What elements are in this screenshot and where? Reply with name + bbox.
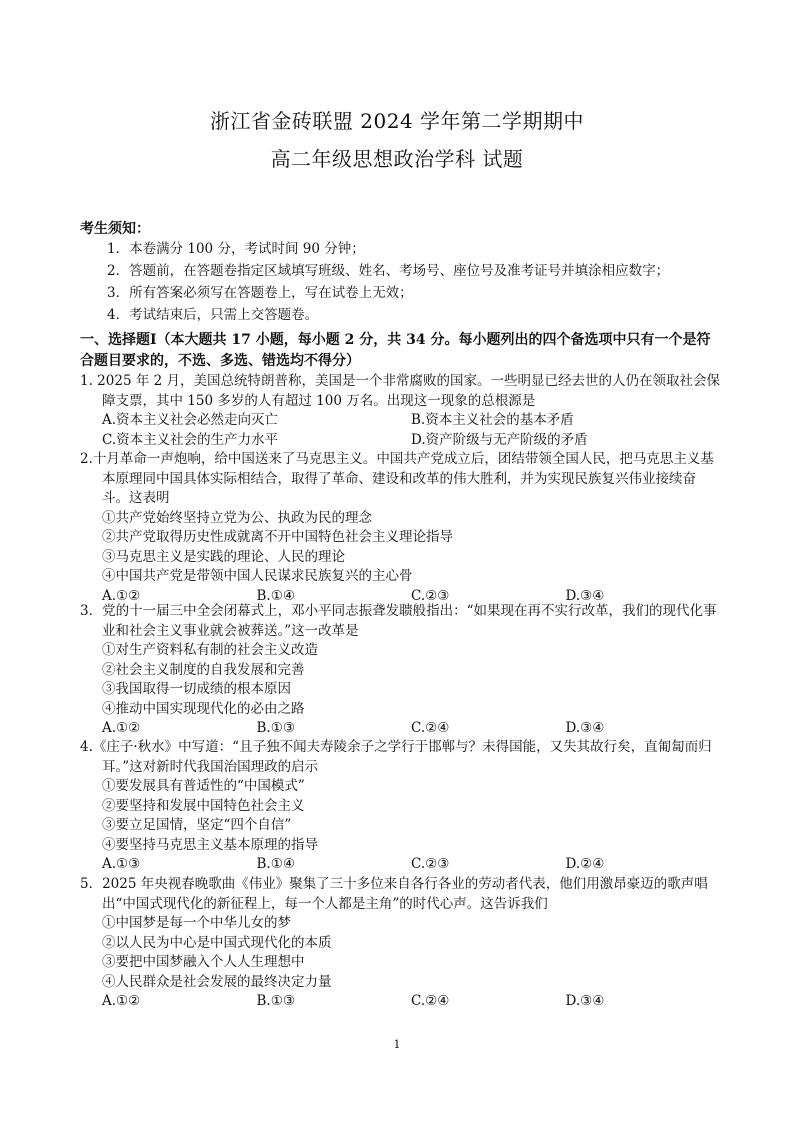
option-a: A.①② — [102, 587, 141, 604]
notice-list — [107, 238, 669, 326]
notice-item: 1．本卷满分 100 分，考试时间 90 分钟； — [107, 241, 365, 257]
question-2 — [80, 450, 720, 606]
option-d: D.③④ — [565, 720, 605, 736]
statement: ④要坚持马克思主义基本原理的指导 — [102, 836, 318, 853]
notice-item: 4．考试结束后，只需上交答题卷。 — [107, 307, 319, 323]
statement: ③要立足国情，坚定“四个自信” — [102, 817, 292, 833]
option-a: A.①② — [102, 993, 141, 1009]
option-c: C.②③ — [411, 587, 450, 604]
question-stem: 2.十月革命一声炮响，给中国送来了马克思主义。中国共产党成立后，团结带领全国人民，把马克思主义基本原理同中国具体实际相结合，取得了革命、建设和改革的伟大胜利，并为实现民族复兴伟业接续奋斗。这表明 — [80, 451, 714, 506]
notice-heading: 考生须知： — [80, 221, 150, 237]
question-4 — [80, 738, 720, 875]
option-row — [80, 855, 720, 875]
statement: ④人民群众是社会发展的最终决定力量 — [102, 973, 332, 990]
exam-subtitle: 高二年级思想政治学科 试题 — [270, 147, 524, 171]
question-stem: 4.《庄子·秋水》中写道：“且子独不闻夫寿陵余子之学行于邯郸与？未得国能，又失其故行矣，直匍匐而归耳。”这对新时代我国治国理政的启示 — [80, 739, 712, 775]
statement: ②以人民为中心是中国式现代化的本质 — [102, 934, 332, 951]
option-a: A.资本主义社会必然走向灭亡 — [102, 412, 279, 428]
notice-item: 3．所有答案必须写在答题卷上，写在试卷上无效； — [107, 285, 413, 301]
option-row — [80, 431, 720, 451]
statement: ①要发展具有普适性的“中国模式” — [102, 778, 305, 794]
statement: ③我国取得一切成绩的根本原因 — [102, 681, 291, 697]
option-b: B.资本主义社会的基本矛盾 — [411, 412, 574, 428]
question-stem: 1. 2025 年 2 月，美国总统特朗普称，美国是一个非常腐败的国家。一些明显已经去世的人仍在领取社会保障支票，其中 150 多岁的人有超过 100 万名。出现这一现象的总根源是 — [80, 373, 720, 409]
statement: ③要把中国梦融入个人人生理想中 — [102, 954, 305, 970]
statement: ②社会主义制度的自我发展和完善 — [102, 661, 305, 678]
statement: ②要坚持和发展中国特色社会主义 — [102, 797, 305, 814]
statement: ④推动中国实现现代化的必由之路 — [102, 700, 305, 717]
option-row — [80, 411, 720, 431]
question-5 — [80, 875, 720, 1012]
statement: ②共产党取得历史性成就离不开中国特色社会主义理论指导 — [102, 529, 453, 545]
question-1 — [80, 372, 720, 450]
option-b: B.①④ — [256, 856, 295, 872]
question-stem: 5．2025 年央视春晚歌曲《伟业》聚集了三十多位来自各行各业的劳动者代表，他们用激昂豪迈的歌声唱出“中国式现代化的新征程上，每一个人都是主角”的时代心声。这告诉我们 — [80, 876, 708, 912]
notice-item: 2．答题前，在答题卷指定区域填写班级、姓名、考场号、座位号及准考证号并填涂相应数字； — [107, 263, 670, 279]
option-a: A.①③ — [102, 856, 141, 872]
statement: ①中国梦是每一个中华儿女的梦 — [102, 915, 291, 931]
statement: ①共产党始终坚持立党为公、执政为民的理念 — [102, 509, 372, 526]
option-c: C.②③ — [411, 856, 450, 872]
option-c: C.资本主义社会的生产力水平 — [102, 431, 279, 448]
option-d: D.③④ — [565, 993, 605, 1009]
option-c: C.②④ — [411, 993, 450, 1009]
exam-title: 浙江省金砖联盟 2024 学年第二学期期中 — [209, 109, 585, 133]
question-stem: 3．党的十一届三中全会闭幕式上，邓小平同志振聋发聩般指出：“如果现在再不实行改革，我们的现代化事业和社会主义事业就会被葬送。”这一改革是 — [80, 603, 717, 639]
option-b: B.①④ — [256, 587, 295, 604]
page-number: 1 — [393, 1038, 401, 1051]
option-row — [80, 992, 720, 1012]
option-c: C.②④ — [411, 720, 450, 736]
statement: ③马克思主义是实践的理论、人民的理论 — [102, 548, 345, 565]
option-b: B.①③ — [256, 993, 295, 1009]
statement: ①对生产资料私有制的社会主义改造 — [102, 642, 318, 658]
option-d: D.②④ — [565, 856, 605, 872]
option-d: D.③④ — [565, 587, 605, 604]
question-3 — [80, 602, 720, 739]
section-heading: 一、选择题Ⅰ（本大题共 17 小题，每小题 2 分，共 34 分。每小题列出的四个备选项中只有一个是符合题目要求的，不选、多选、错选均不得分） — [80, 332, 711, 369]
option-d: D.资产阶级与无产阶级的矛盾 — [411, 431, 588, 448]
option-b: B.①③ — [256, 720, 295, 736]
option-row — [80, 719, 720, 739]
option-a: A.①② — [102, 720, 141, 736]
statement: ④中国共产党是带领中国人民谋求民族复兴的主心骨 — [102, 568, 413, 584]
